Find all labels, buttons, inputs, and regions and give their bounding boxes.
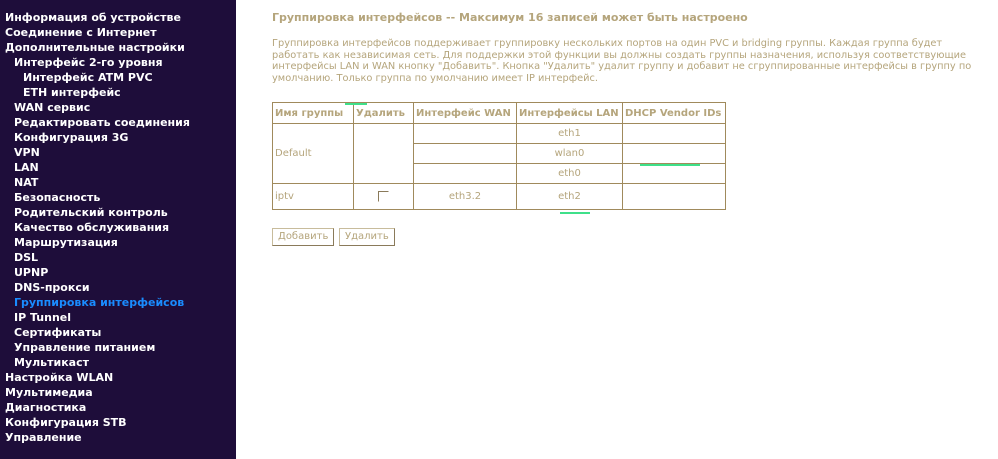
sidebar-item[interactable]: Интерфейс 2-го уровня xyxy=(14,56,163,69)
sidebar-item[interactable]: Настройка WLAN xyxy=(5,371,114,384)
page-title: Группировка интерфейсов -- Максимум 16 записей может быть настроено xyxy=(272,11,748,24)
remove-button[interactable]: Удалить xyxy=(339,228,395,246)
dhcp-cell xyxy=(623,144,726,164)
add-button[interactable]: Добавить xyxy=(272,228,334,246)
lan-cell: eth2 xyxy=(517,184,623,210)
sidebar-item[interactable]: Редактировать соединения xyxy=(14,116,190,129)
sidebar-item[interactable]: Мультикаст xyxy=(14,356,89,369)
lan-cell: eth0 xyxy=(517,164,623,184)
col-dhcp-vendor-ids: DHCP Vendor IDs xyxy=(623,103,726,124)
col-delete: Удалить xyxy=(354,103,414,124)
sidebar-item[interactable]: IP Tunnel xyxy=(14,311,72,324)
page-description: Группировка интерфейсов поддерживает группировку нескольких портов на один PVC и bridging группы. Каждая группа будет работать как независимая сеть. Для поддержки этой функции вы должны создать группы назначения, используя соответствующие интерфейсы LAN и WAN кнопку "Добавить". Кнопка "Удалить" удалит группу и добавит не сгруппированные интерфейсы в группу по умолчанию. Только группа по умолчанию имеет IP интерфейс. xyxy=(272,38,972,84)
sidebar-item[interactable]: DSL xyxy=(14,251,39,264)
wan-cell xyxy=(414,164,517,184)
dhcp-cell xyxy=(623,164,726,184)
sidebar-item[interactable]: WAN сервис xyxy=(14,101,91,114)
render-artifact xyxy=(640,164,700,166)
sidebar-item[interactable]: Интерфейс ATM PVC xyxy=(23,71,153,84)
col-wan-interface: Интерфейс WAN xyxy=(414,103,517,124)
dhcp-cell xyxy=(623,184,726,210)
table-row xyxy=(273,184,726,210)
group-name-default: Default xyxy=(273,124,354,184)
interface-grouping-table xyxy=(272,102,726,210)
sidebar-item[interactable]: Соединение с Интернет xyxy=(5,26,157,39)
sidebar-item[interactable]: UPNP xyxy=(14,266,49,279)
sidebar-item[interactable]: Безопасность xyxy=(14,191,101,204)
sidebar-item[interactable]: ETH интерфейс xyxy=(23,86,121,99)
delete-checkbox-cell xyxy=(354,184,414,210)
table-header-row xyxy=(273,103,726,124)
wan-cell: eth3.2 xyxy=(414,184,517,210)
sidebar-item[interactable]: VPN xyxy=(14,146,40,159)
sidebar-item[interactable]: Управление xyxy=(5,431,82,444)
lan-cell: wlan0 xyxy=(517,144,623,164)
wan-cell xyxy=(414,144,517,164)
sidebar-item[interactable]: Качество обслуживания xyxy=(14,221,170,234)
sidebar-item[interactable]: Информация об устройстве xyxy=(5,11,181,24)
lan-cell: eth1 xyxy=(517,124,623,144)
render-artifact xyxy=(345,103,367,105)
dhcp-cell xyxy=(623,124,726,144)
sidebar-item[interactable]: Родительский контроль xyxy=(14,206,168,219)
delete-cell-default xyxy=(354,124,414,184)
sidebar-item[interactable]: Конфигурация 3G xyxy=(14,131,129,144)
wan-cell xyxy=(414,124,517,144)
sidebar-item[interactable]: Конфигурация STB xyxy=(5,416,127,429)
sidebar-item[interactable]: LAN xyxy=(14,161,39,174)
sidebar-item[interactable]: NAT xyxy=(14,176,39,189)
sidebar-item[interactable]: DNS-прокси xyxy=(14,281,90,294)
sidebar-item[interactable]: Сертификаты xyxy=(14,326,102,339)
sidebar-menu xyxy=(0,0,236,459)
sidebar-item[interactable]: Диагностика xyxy=(5,401,87,414)
delete-checkbox[interactable] xyxy=(378,191,389,202)
sidebar-item[interactable]: Группировка интерфейсов xyxy=(14,296,185,309)
sidebar-item[interactable]: Управление питанием xyxy=(14,341,156,354)
group-name-iptv: iptv xyxy=(273,184,354,210)
render-artifact xyxy=(560,212,590,214)
table-row xyxy=(273,124,726,144)
sidebar-item[interactable]: Маршрутизация xyxy=(14,236,118,249)
col-group-name: Имя группы xyxy=(273,103,354,124)
sidebar-item[interactable]: Дополнительные настройки xyxy=(5,41,185,54)
sidebar-item[interactable]: Мультимедиа xyxy=(5,386,93,399)
col-lan-interfaces: Интерфейсы LAN xyxy=(517,103,623,124)
